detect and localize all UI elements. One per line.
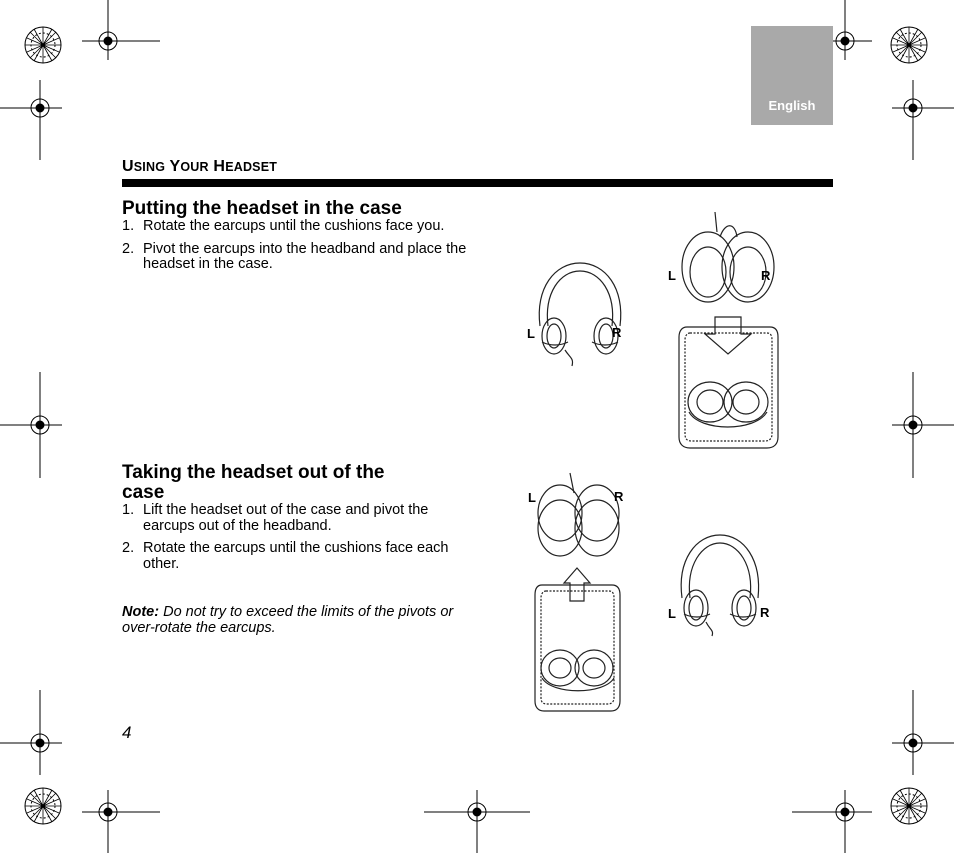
list-item [122, 503, 467, 534]
header-part: OUR [180, 160, 209, 174]
section-putting-in-case [122, 199, 467, 280]
left-earcup-label: L [668, 606, 676, 621]
section-taking-out-of-case [122, 463, 467, 579]
language-tab [751, 26, 833, 125]
step-number: 2. [122, 540, 135, 556]
header-rule [122, 179, 833, 187]
section-title: Putting the headset in the case [122, 198, 402, 219]
step-number: 2. [122, 240, 135, 257]
header-part: U [122, 158, 134, 175]
right-earcup-label: R [761, 268, 771, 283]
header-part: H [213, 158, 226, 175]
language-label: English [768, 98, 816, 113]
right-earcup-label: R [760, 605, 770, 620]
headset-out-of-case-illustration [532, 473, 632, 713]
step-number: 1. [122, 502, 135, 518]
right-earcup-label: R [612, 325, 622, 340]
page-number: 4 [122, 723, 132, 742]
headset-rotate-illustration [530, 258, 640, 368]
steps-list [122, 503, 467, 572]
note-label: Note: [122, 604, 160, 620]
section-title: Taking the headset out of the case [122, 462, 385, 503]
note-text: Do not try to exceed the limits of the pivots or over-rotate the earcups. [122, 604, 454, 636]
step-number: 1. [122, 218, 135, 234]
steps-list [122, 219, 467, 273]
header-part: SING [133, 160, 166, 174]
step-text: Pivot the earcups into the headband and place the headset in the case. [143, 240, 467, 272]
step-text: Rotate the earcups until the cushions face you. [143, 218, 445, 234]
left-earcup-label: L [528, 490, 536, 505]
header-part: EADSET [225, 160, 278, 174]
section-header [122, 158, 277, 176]
list-item [122, 541, 467, 572]
headset-into-case-illustration [675, 212, 785, 452]
note [122, 604, 467, 636]
right-earcup-label: R [614, 489, 624, 504]
headset-unfolded-illustration [674, 530, 774, 640]
left-earcup-label: L [527, 326, 535, 341]
step-text: Rotate the earcups until the cushions face each other. [143, 540, 449, 572]
list-item [122, 219, 467, 235]
step-text: Lift the headset out of the case and pivot the earcups out of the headband. [143, 502, 429, 534]
header-part: Y [169, 158, 181, 175]
left-earcup-label: L [668, 268, 676, 283]
list-item [122, 242, 467, 273]
